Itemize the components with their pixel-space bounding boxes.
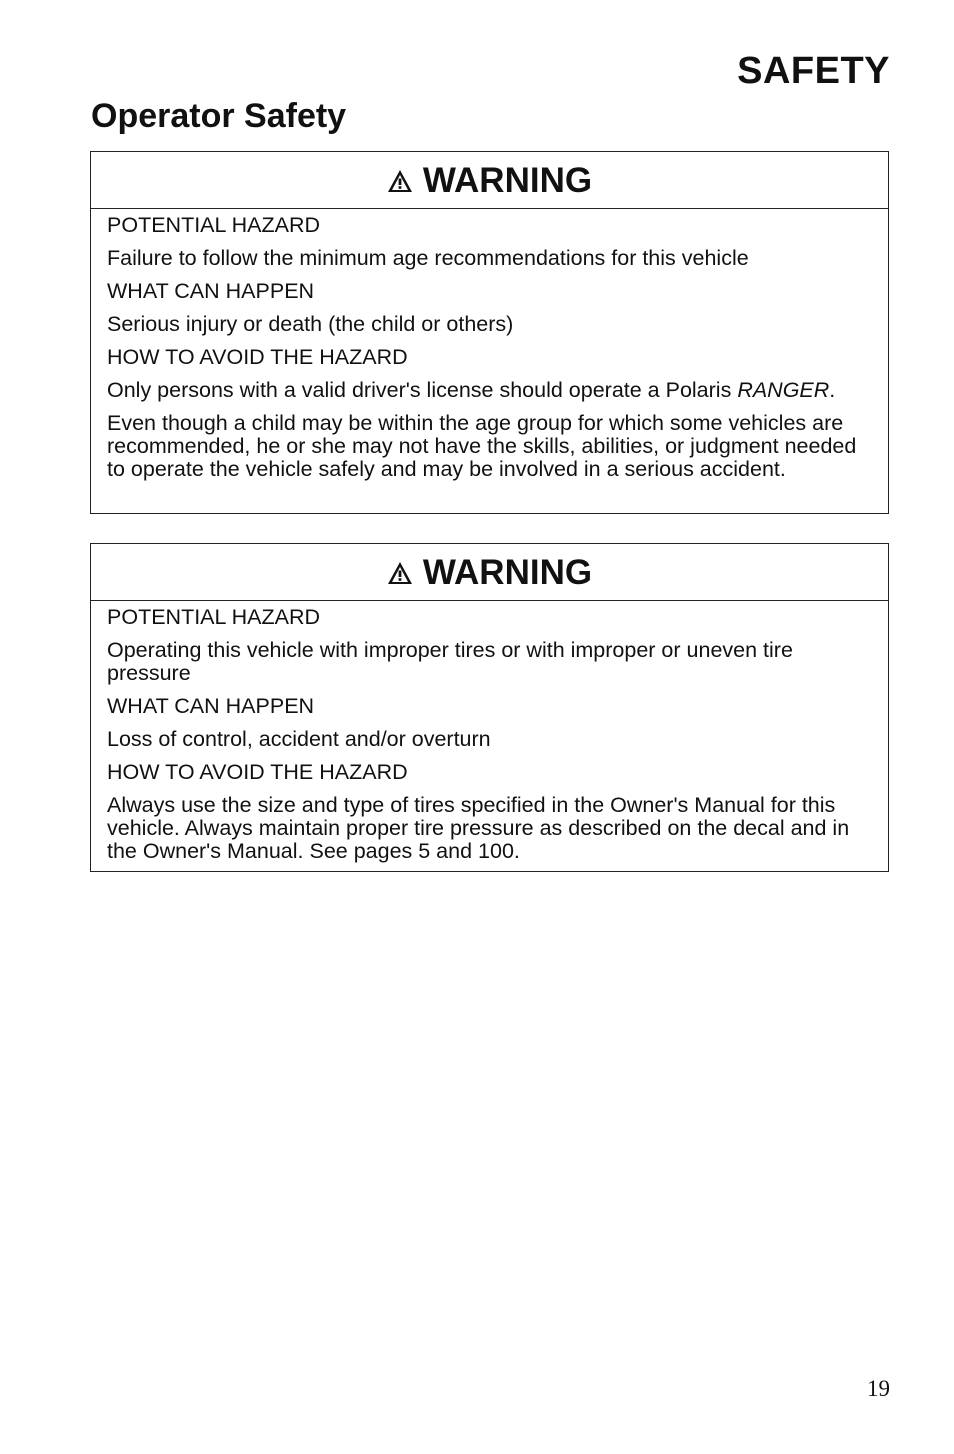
- vehicle-name: RANGER: [737, 378, 830, 402]
- how-to-avoid-text-prefix: Only persons with a valid driver's license should operate a Polaris: [107, 378, 738, 402]
- warning-header: [91, 152, 888, 209]
- potential-hazard-heading: POTENTIAL HAZARD: [107, 605, 321, 629]
- how-to-avoid-text: Always use the size and type of tires specified in the Owner's Manual for this vehicle. Always maintain proper tire pressure as described on the decal and in the Owner's Manual. See pages 5 and 100.: [107, 793, 850, 863]
- how-to-avoid-text-suffix: .: [829, 378, 836, 402]
- warning-triangle-icon: [387, 561, 413, 585]
- section-title: Operator Safety: [91, 97, 347, 135]
- warning-label: WARNING: [422, 552, 593, 592]
- warning-box: [90, 151, 889, 514]
- what-can-happen-text: Serious injury or death (the child or others): [107, 312, 514, 336]
- warning-body: [91, 601, 888, 863]
- how-to-avoid-heading: HOW TO AVOID THE HAZARD: [107, 345, 408, 369]
- potential-hazard-text: Failure to follow the minimum age recommendations for this vehicle: [107, 246, 749, 270]
- warning-header: [91, 544, 888, 601]
- page-number: 19: [867, 1376, 890, 1401]
- warning-body: [91, 209, 888, 481]
- warning-box: [90, 543, 889, 872]
- chapter-title: SAFETY: [737, 50, 890, 92]
- how-to-avoid-heading: HOW TO AVOID THE HAZARD: [107, 760, 408, 784]
- potential-hazard-text: Operating this vehicle with improper tires or with improper or uneven tire pressure: [107, 638, 793, 685]
- warning-label: WARNING: [422, 160, 593, 200]
- what-can-happen-heading: WHAT CAN HAPPEN: [107, 694, 315, 718]
- how-to-avoid-text: [107, 379, 872, 402]
- potential-hazard-heading: POTENTIAL HAZARD: [107, 213, 321, 237]
- how-to-avoid-detail: Even though a child may be within the age group for which some vehicles are recommended, he or she may not have the skills, abilities, or judgment needed to operate the vehicle safely and may be involved in a serious accident.: [107, 411, 857, 481]
- what-can-happen-text: Loss of control, accident and/or overturn: [107, 727, 491, 751]
- warning-triangle-icon: [387, 169, 413, 193]
- what-can-happen-heading: WHAT CAN HAPPEN: [107, 279, 315, 303]
